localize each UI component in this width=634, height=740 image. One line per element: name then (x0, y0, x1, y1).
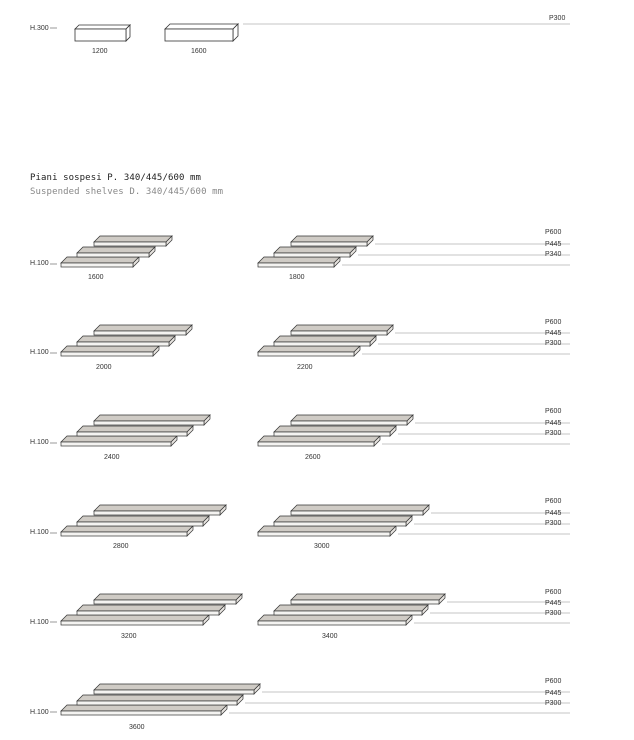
width-label: 3000 (314, 543, 330, 550)
shelf-p445 (77, 336, 175, 346)
shelf-p445 (274, 516, 412, 526)
height-label: H.100 (30, 529, 49, 536)
shelf-p300 (258, 526, 396, 536)
depth-label: P300 (545, 700, 562, 707)
depth-label: P600 (545, 589, 562, 596)
top-width-label-1: 1200 (92, 48, 108, 55)
depth-label: P300 (545, 520, 562, 527)
shelf-p445 (77, 247, 155, 257)
shelf-p445 (274, 426, 396, 436)
shelf-p600 (291, 325, 393, 335)
section-title-italian: Piani sospesi P. 340/445/600 mm (30, 173, 202, 183)
shelf-p600 (94, 505, 226, 515)
shelf-p445 (274, 247, 356, 257)
shelf-p445 (274, 336, 376, 346)
shelf-p600 (291, 505, 429, 515)
shelf-p300 (61, 346, 159, 356)
shelf-p445 (77, 605, 225, 615)
shelf-p600 (291, 594, 445, 604)
shelf-p300 (258, 436, 380, 446)
depth-label: P600 (545, 498, 562, 505)
width-label: 2200 (297, 364, 313, 371)
shelf-p600 (94, 325, 192, 335)
width-label: 2600 (305, 454, 321, 461)
shelf-p600 (94, 684, 260, 694)
width-label: 1600 (88, 274, 104, 281)
width-label: 1800 (289, 274, 305, 281)
shelf-p300 (258, 257, 340, 267)
depth-label: P445 (545, 420, 562, 427)
depth-label: P445 (545, 241, 562, 248)
depth-label: P600 (545, 229, 562, 236)
shelf-p445 (77, 516, 209, 526)
shelf-p600 (291, 236, 373, 246)
depth-label: P445 (545, 510, 562, 517)
height-label: H.100 (30, 709, 49, 716)
top-height-label: H.300 (30, 25, 49, 32)
depth-label: P445 (545, 330, 562, 337)
depth-label: P600 (545, 678, 562, 685)
shelf-p300 (258, 615, 412, 625)
shelf-p300 (61, 526, 193, 536)
shelf-p300 (61, 257, 139, 267)
top-depth-label: P300 (549, 15, 566, 22)
shelf-p300 (61, 705, 227, 715)
shelf-p600 (291, 415, 413, 425)
width-label: 2400 (104, 454, 120, 461)
shelf-p300 (258, 346, 360, 356)
depth-label: P600 (545, 319, 562, 326)
depth-label: P600 (545, 408, 562, 415)
depth-label: P300 (545, 340, 562, 347)
shelf-p600 (94, 415, 210, 425)
width-label: 3600 (129, 724, 145, 731)
depth-label: P340 (545, 251, 562, 258)
shelf-p445 (77, 426, 193, 436)
height-label: H.100 (30, 439, 49, 446)
width-label: 2000 (96, 364, 112, 371)
width-label: 2800 (113, 543, 129, 550)
shelf-p300 (61, 436, 177, 446)
shelf-p300 (61, 615, 209, 625)
depth-label: P300 (545, 430, 562, 437)
height-label: H.100 (30, 619, 49, 626)
height-label: H.100 (30, 260, 49, 267)
depth-label: P300 (545, 610, 562, 617)
shelf-p600 (94, 594, 242, 604)
shelf-p600 (94, 236, 172, 246)
shelf-p445 (77, 695, 243, 705)
width-label: 3400 (322, 633, 338, 640)
top-box-1600 (165, 24, 238, 41)
top-box-1200 (75, 25, 130, 41)
height-label: H.100 (30, 349, 49, 356)
section-title-english: Suspended shelves D. 340/445/600 mm (30, 187, 224, 197)
shelf-p445 (274, 605, 428, 615)
top-width-label-2: 1600 (191, 48, 207, 55)
depth-label: P445 (545, 600, 562, 607)
width-label: 3200 (121, 633, 137, 640)
depth-label: P445 (545, 690, 562, 697)
